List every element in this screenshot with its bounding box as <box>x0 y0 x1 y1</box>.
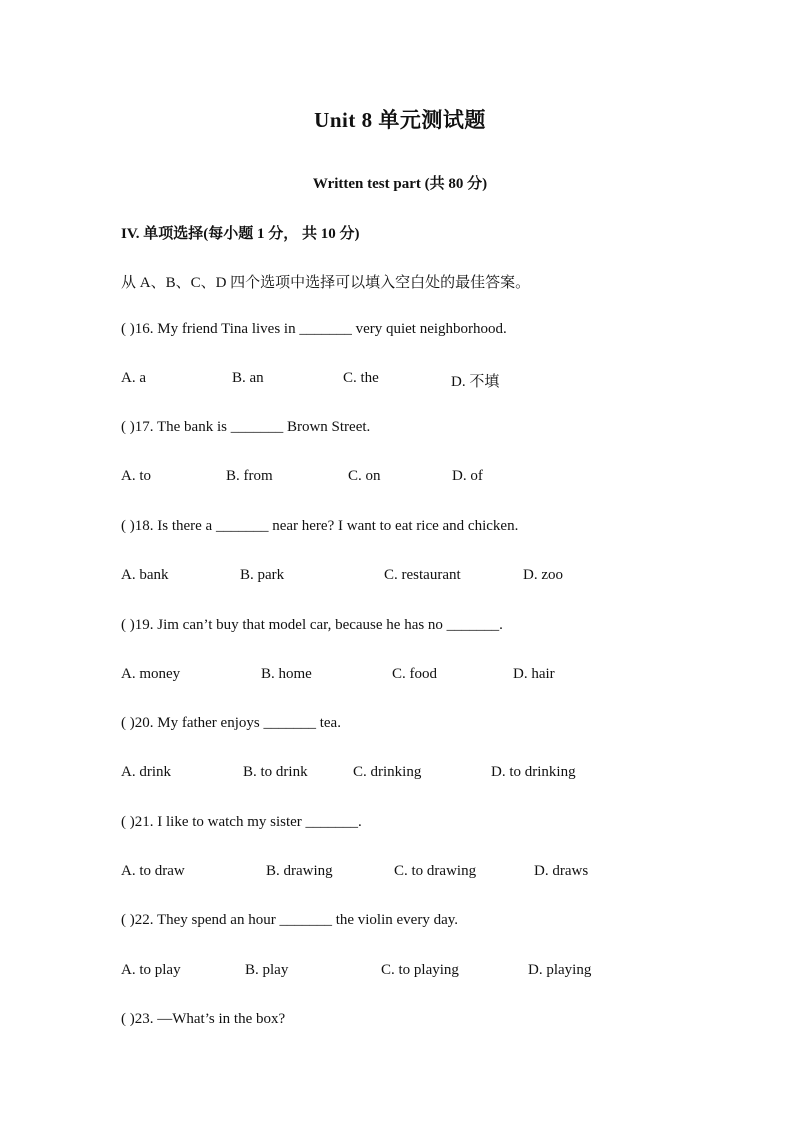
option-c: C. restaurant <box>384 567 461 583</box>
option-b: B. to drink <box>243 764 308 780</box>
option-a: A. to play <box>121 962 181 978</box>
question-stem: ( )17. The bank is _______ Brown Street. <box>121 419 371 435</box>
page-subtitle: Written test part (共 80 分) <box>312 176 488 192</box>
option-a: A. bank <box>121 567 169 583</box>
question-stem: ( )22. They spend an hour _______ the violin every day. <box>121 912 459 928</box>
option-c: C. to playing <box>381 962 459 978</box>
section-heading: IV. 单项选择(每小题 1 分， 共 10 分) <box>121 226 360 242</box>
question-stem: ( )18. Is there a _______ near here? I want to eat rice and chicken. <box>121 518 519 534</box>
option-d: D. zoo <box>523 567 563 583</box>
option-c: C. drinking <box>353 764 422 780</box>
question-stem: ( )20. My father enjoys _______ tea. <box>121 715 341 731</box>
question-stem: ( )16. My friend Tina lives in _______ very quiet neighborhood. <box>121 321 507 337</box>
option-a: A. to draw <box>121 863 185 879</box>
option-d: D. of <box>452 468 483 484</box>
option-d: D. hair <box>513 666 555 682</box>
option-a: A. drink <box>121 764 171 780</box>
option-d: D. draws <box>534 863 589 879</box>
option-b: B. park <box>240 567 285 583</box>
option-a: A. money <box>121 666 181 682</box>
instruction-text: 从 A、B、C、D 四个选项中选择可以填入空白处的最佳答案。 <box>121 275 531 291</box>
option-b: B. an <box>232 370 264 386</box>
option-c: C. the <box>343 370 379 386</box>
question-stem: ( )23. —What’s in the box? <box>121 1011 286 1027</box>
option-b: B. home <box>261 666 312 682</box>
option-c: C. to drawing <box>394 863 477 879</box>
question-stem: ( )19. Jim can’t buy that model car, because he has no _______. <box>121 617 503 633</box>
option-b: B. from <box>226 468 273 484</box>
option-b: B. drawing <box>266 863 333 879</box>
option-c: C. food <box>392 666 437 682</box>
option-a: A. a <box>121 370 146 386</box>
option-d: D. to drinking <box>491 764 576 780</box>
option-c: C. on <box>348 468 381 484</box>
page-title: Unit 8 单元测试题 <box>314 108 486 132</box>
option-b: B. play <box>245 962 289 978</box>
option-d: D. playing <box>528 962 592 978</box>
option-d: D. 不填 <box>451 374 500 390</box>
question-stem: ( )21. I like to watch my sister _______. <box>121 814 362 830</box>
option-a: A. to <box>121 468 151 484</box>
